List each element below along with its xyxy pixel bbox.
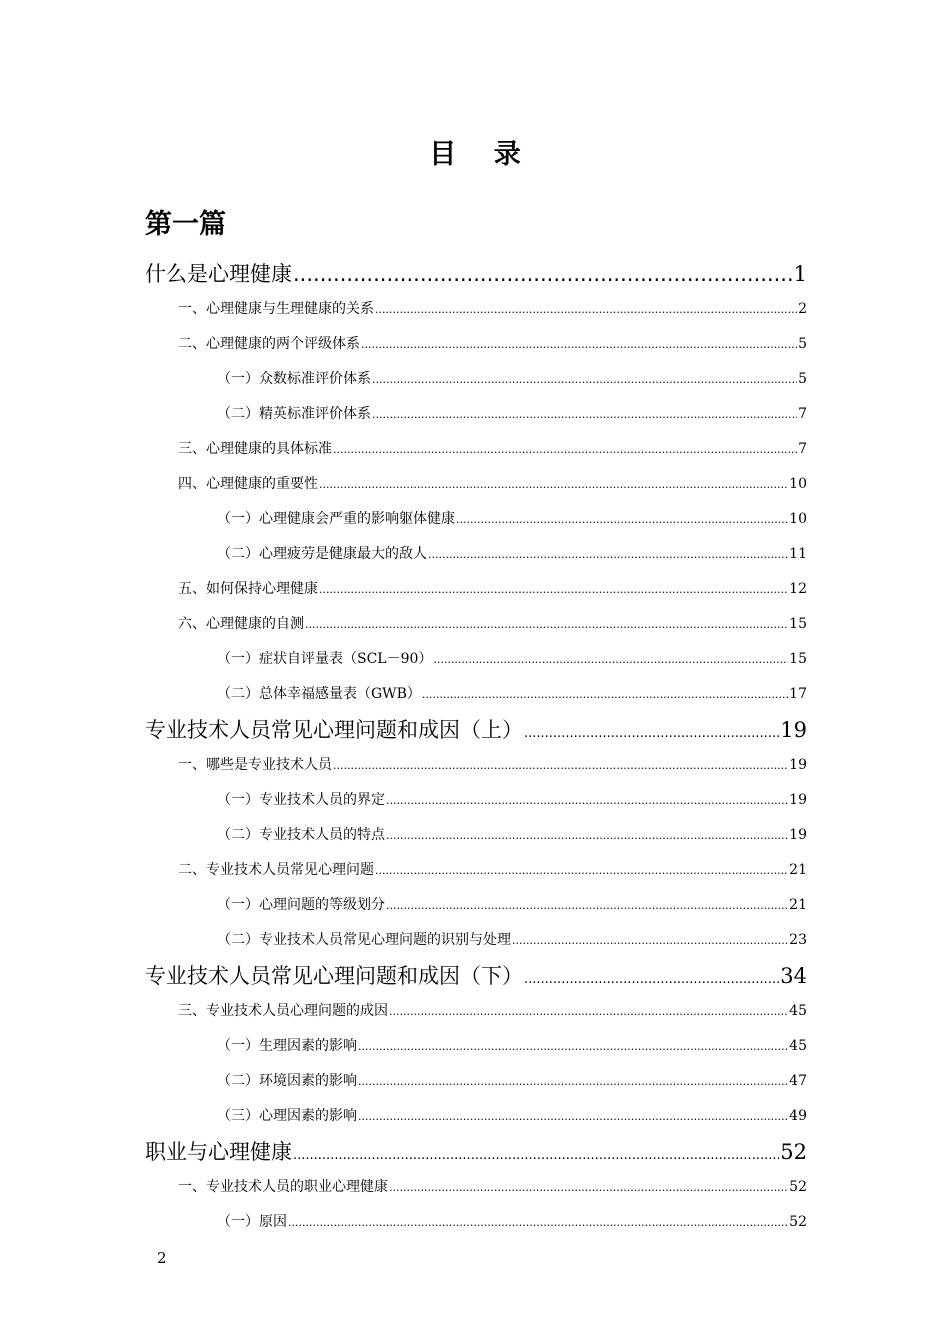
toc-entry-page: 10 <box>789 511 807 527</box>
toc-section-entry[interactable] <box>145 292 807 327</box>
toc-dot-leader <box>319 572 788 607</box>
toc-dot-leader <box>456 502 788 537</box>
toc-entry-page: 21 <box>789 862 807 878</box>
toc-entry-title: 二、心理健康的两个评级体系 <box>178 336 360 352</box>
toc-subsection-entry[interactable] <box>145 888 807 923</box>
toc-entry-page: 19 <box>789 827 807 843</box>
toc-entry-page: 52 <box>789 1179 807 1195</box>
toc-subsection-entry[interactable] <box>145 923 807 958</box>
toc-entry-page: 2 <box>798 301 807 317</box>
toc-entry-title: 四、心理健康的重要性 <box>178 476 318 492</box>
toc-entry-page: 15 <box>789 651 807 667</box>
toc-entry-page: 45 <box>789 1003 807 1019</box>
toc-entry-title: （一）症状自评量表（SCL－90） <box>217 651 433 667</box>
toc-entry-page: 49 <box>789 1108 807 1124</box>
toc-entry-title: 一、专业技术人员的职业心理健康 <box>178 1179 388 1195</box>
toc-dot-leader <box>372 362 797 397</box>
toc-entry-title: 六、心理健康的自测 <box>178 616 304 632</box>
toc-dot-leader <box>333 432 797 467</box>
toc-dot-leader <box>524 962 779 994</box>
toc-entry-title: （二）环境因素的影响 <box>217 1073 357 1089</box>
toc-subsection-entry[interactable] <box>145 1029 807 1064</box>
toc-entry-page: 10 <box>789 476 807 492</box>
toc-entry-title: （一）心理问题的等级划分 <box>217 897 385 913</box>
toc-chapter-entry[interactable] <box>145 1134 807 1170</box>
toc-entry-page: 7 <box>798 441 807 457</box>
toc-subsection-entry[interactable] <box>145 397 807 432</box>
toc-entry-title: （一）原因 <box>217 1214 287 1230</box>
toc-entry-title: 专业技术人员常见心理问题和成因（下） <box>145 964 523 988</box>
page-title: 目 录 <box>429 139 535 170</box>
table-of-contents <box>145 256 807 1240</box>
toc-section-entry[interactable] <box>145 994 807 1029</box>
toc-subsection-entry[interactable] <box>145 783 807 818</box>
toc-section-entry[interactable] <box>145 327 807 362</box>
toc-entry-page: 52 <box>789 1214 807 1230</box>
page-number: 2 <box>157 1249 167 1267</box>
toc-entry-page: 5 <box>798 371 807 387</box>
toc-entry-title: 一、心理健康与生理健康的关系 <box>178 301 374 317</box>
toc-section-entry[interactable] <box>145 607 807 642</box>
toc-section-entry[interactable] <box>145 467 807 502</box>
toc-dot-leader <box>372 397 797 432</box>
toc-dot-leader <box>422 677 788 712</box>
toc-dot-leader <box>358 1029 788 1064</box>
toc-entry-page: 47 <box>789 1073 807 1089</box>
toc-dot-leader <box>288 1205 788 1240</box>
toc-subsection-entry[interactable] <box>145 818 807 853</box>
toc-entry-title: （二）总体幸福感量表（GWB） <box>217 686 421 702</box>
toc-entry-page: 15 <box>789 616 807 632</box>
toc-subsection-entry[interactable] <box>145 1205 807 1240</box>
toc-entry-title: （一）众数标准评价体系 <box>217 371 371 387</box>
toc-entry-page: 19 <box>789 792 807 808</box>
part-heading: 第一篇 <box>145 209 226 240</box>
toc-entry-page: 23 <box>789 932 807 948</box>
toc-subsection-entry[interactable] <box>145 362 807 397</box>
toc-entry-title: （一）心理健康会严重的影响躯体健康 <box>217 511 455 527</box>
toc-subsection-entry[interactable] <box>145 1099 807 1134</box>
toc-entry-page: 12 <box>789 581 807 597</box>
toc-entry-page: 21 <box>789 897 807 913</box>
toc-entry-page: 7 <box>798 406 807 422</box>
toc-entry-page: 1 <box>793 262 807 286</box>
toc-dot-leader <box>319 467 788 502</box>
toc-entry-title: 五、如何保持心理健康 <box>178 581 318 597</box>
toc-dot-leader <box>524 716 779 748</box>
toc-dot-leader <box>293 1138 779 1170</box>
toc-section-entry[interactable] <box>145 1170 807 1205</box>
toc-subsection-entry[interactable] <box>145 502 807 537</box>
toc-entry-page: 52 <box>780 1140 807 1164</box>
toc-chapter-entry[interactable] <box>145 712 807 748</box>
toc-entry-page: 19 <box>789 757 807 773</box>
toc-dot-leader <box>389 994 788 1029</box>
toc-dot-leader <box>389 1170 788 1205</box>
toc-entry-title: （一）生理因素的影响 <box>217 1038 357 1054</box>
toc-entry-title: （一）专业技术人员的界定 <box>217 792 385 808</box>
toc-entry-title: 三、心理健康的具体标准 <box>178 441 332 457</box>
toc-dot-leader <box>433 642 788 677</box>
toc-entry-title: （三）心理因素的影响 <box>217 1108 357 1124</box>
toc-dot-leader <box>375 292 797 327</box>
toc-dot-leader <box>333 748 788 783</box>
toc-entry-title: 一、哪些是专业技术人员 <box>178 757 332 773</box>
toc-subsection-entry[interactable] <box>145 677 807 712</box>
toc-dot-leader <box>512 923 788 958</box>
toc-entry-page: 45 <box>789 1038 807 1054</box>
toc-entry-page: 11 <box>789 546 807 562</box>
toc-dot-leader <box>293 256 793 292</box>
toc-entry-page: 19 <box>780 718 807 742</box>
toc-dot-leader <box>386 888 788 923</box>
toc-entry-title: （二）心理疲劳是健康最大的敌人 <box>217 546 427 562</box>
toc-subsection-entry[interactable] <box>145 537 807 572</box>
toc-dot-leader <box>358 1099 788 1134</box>
toc-entry-title: （二）专业技术人员常见心理问题的识别与处理 <box>217 932 511 948</box>
toc-dot-leader <box>305 607 788 642</box>
toc-entry-page: 17 <box>789 686 807 702</box>
toc-entry-title: 什么是心理健康 <box>145 262 292 286</box>
toc-subsection-entry[interactable] <box>145 642 807 677</box>
toc-entry-page: 5 <box>798 336 807 352</box>
toc-dot-leader <box>375 853 788 888</box>
toc-dot-leader <box>386 783 788 818</box>
toc-section-entry[interactable] <box>145 853 807 888</box>
toc-section-entry[interactable] <box>145 572 807 607</box>
toc-dot-leader <box>358 1064 788 1099</box>
toc-dot-leader <box>428 537 788 572</box>
toc-entry-page: 34 <box>780 964 807 988</box>
toc-entry-title: （二）精英标准评价体系 <box>217 406 371 422</box>
toc-section-entry[interactable] <box>145 748 807 783</box>
toc-chapter-entry[interactable] <box>145 958 807 994</box>
toc-entry-title: 职业与心理健康 <box>145 1140 292 1164</box>
toc-entry-title: 专业技术人员常见心理问题和成因（上） <box>145 718 523 742</box>
toc-entry-title: （二）专业技术人员的特点 <box>217 827 385 843</box>
toc-section-entry[interactable] <box>145 432 807 467</box>
toc-entry-title: 三、专业技术人员心理问题的成因 <box>178 1003 388 1019</box>
toc-chapter-entry[interactable] <box>145 256 807 292</box>
toc-dot-leader <box>361 327 797 362</box>
toc-subsection-entry[interactable] <box>145 1064 807 1099</box>
toc-dot-leader <box>386 818 788 853</box>
toc-entry-title: 二、专业技术人员常见心理问题 <box>178 862 374 878</box>
